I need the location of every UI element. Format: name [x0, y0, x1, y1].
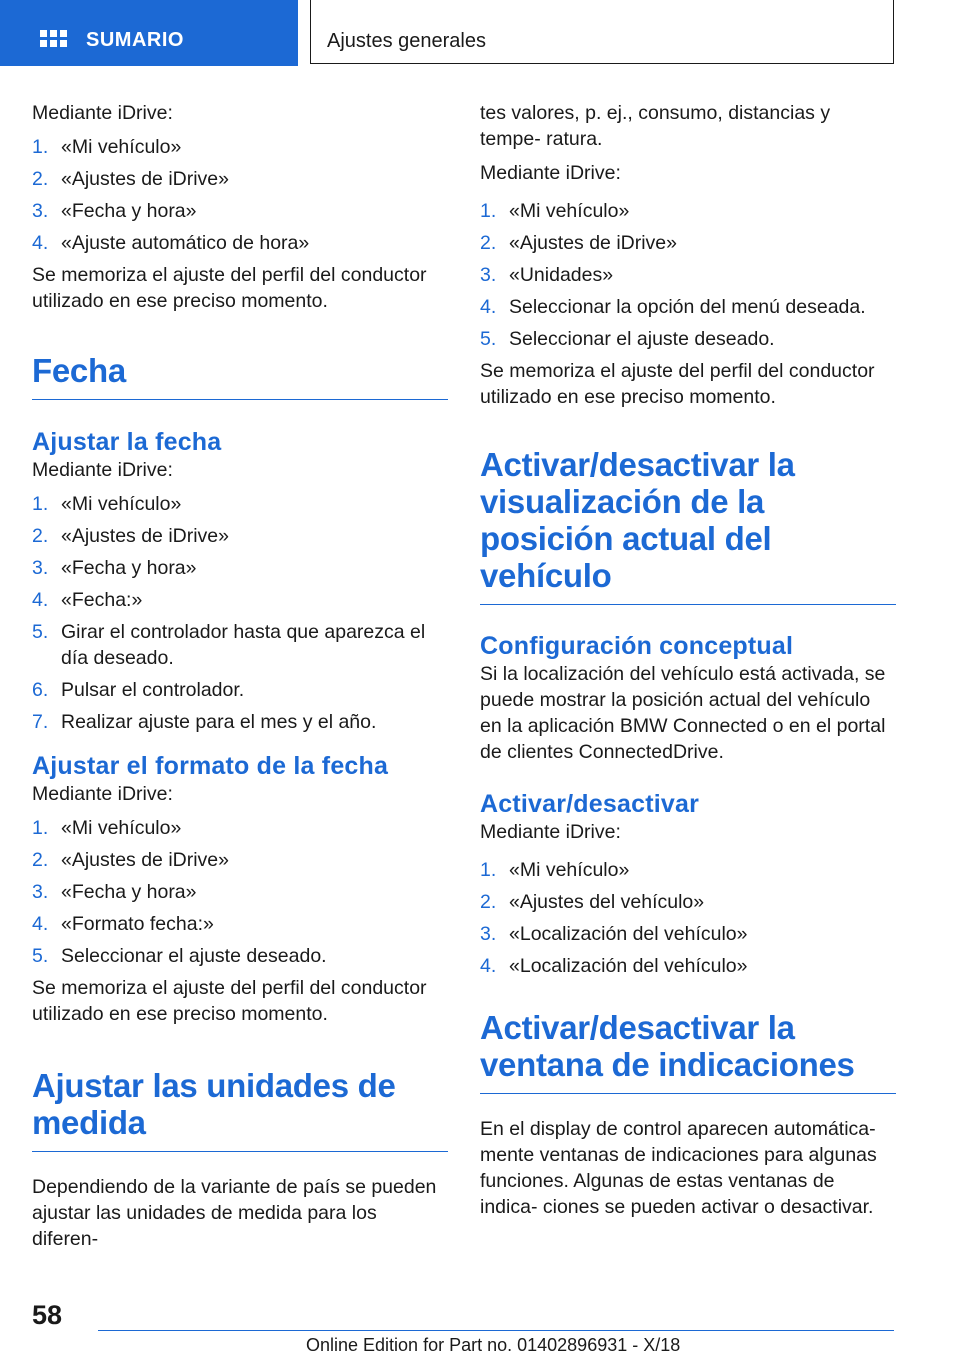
intro-text: Mediante iDrive: — [32, 783, 173, 805]
step-number: 2. — [480, 891, 497, 913]
step-item — [480, 857, 896, 883]
step-text: «Mi vehículo» — [61, 817, 182, 839]
continued-text: tes valores, p. ej., consumo, distancias y tempe‑ ratura. — [480, 102, 831, 150]
step-item — [480, 953, 896, 979]
step-number: 3. — [480, 264, 497, 286]
step-text: «Unidades» — [509, 264, 614, 286]
footer-edition: Online Edition for Part no. 01402896931 - X/18 — [306, 1335, 681, 1355]
step-item — [32, 847, 448, 873]
step-text: «Mi vehículo» — [509, 859, 630, 881]
section-title: Ajustes generales — [327, 30, 486, 52]
step-text: «Fecha y hora» — [61, 881, 197, 903]
step-number: 2. — [32, 525, 49, 547]
step-number: 1. — [32, 493, 49, 515]
step-text: Seleccionar el ajuste deseado. — [509, 328, 775, 350]
step-item — [480, 921, 896, 947]
page-header — [0, 0, 960, 66]
step-text: Pulsar el controlador. — [61, 679, 245, 701]
step-number: 4. — [32, 232, 49, 254]
config-text: Si la localización del vehículo está activada, se puede mostrar la posición actual del vehículo en la aplicación BMW Connected o en el portal de clientes ConnectedDrive. — [480, 663, 886, 763]
step-number: 1. — [32, 136, 49, 158]
step-item — [32, 491, 448, 517]
intro-text: Mediante iDrive: — [32, 459, 173, 481]
step-text: «Ajustes de iDrive» — [61, 168, 229, 190]
step-text: «Mi vehículo» — [61, 493, 182, 515]
ventana-text: En el display de control aparecen automática‑ mente ventanas de indicaciones para algunas funciones. Algunas de estas ventanas de indica‑ ciones se pueden activar o desactivar. — [480, 1118, 877, 1218]
step-number: 4. — [480, 296, 497, 318]
step-number: 4. — [32, 589, 49, 611]
steps-list — [480, 198, 896, 352]
note-text: Se memoriza el ajuste del perfil del conductor utilizado en ese preciso momento. — [32, 977, 427, 1025]
step-text: «Localización del vehículo» — [509, 923, 748, 945]
step-text: «Ajustes de iDrive» — [61, 849, 229, 871]
step-text: «Mi vehículo» — [509, 200, 630, 222]
step-item — [32, 677, 448, 703]
intro-text: Mediante iDrive: — [480, 162, 621, 184]
step-text: «Mi vehículo» — [61, 136, 182, 158]
left-column — [32, 100, 448, 1252]
step-item — [480, 294, 896, 320]
step-item — [32, 134, 448, 160]
step-number: 1. — [32, 817, 49, 839]
heading-fecha: Fecha — [32, 352, 448, 400]
step-text: «Formato fecha:» — [61, 913, 214, 935]
note-text: Se memoriza el ajuste del perfil del conductor utilizado en ese preciso momento. — [32, 264, 427, 312]
step-item — [32, 911, 448, 937]
heading-formato-fecha: Ajustar el formato de la fecha — [32, 752, 389, 780]
intro-text: Mediante iDrive: — [480, 821, 621, 843]
step-number: 2. — [480, 232, 497, 254]
step-number: 3. — [32, 557, 49, 579]
step-item — [32, 230, 448, 256]
step-text: Seleccionar la opción del menú deseada. — [509, 296, 866, 318]
step-text: Seleccionar el ajuste deseado. — [61, 945, 327, 967]
grid-icon — [40, 30, 68, 54]
step-number: 4. — [32, 913, 49, 935]
step-item — [32, 619, 448, 671]
step-item — [32, 198, 448, 224]
steps-list — [480, 857, 896, 979]
step-number: 2. — [32, 168, 49, 190]
step-number: 3. — [32, 881, 49, 903]
step-number: 6. — [32, 679, 49, 701]
intro-text: Mediante iDrive: — [32, 102, 173, 124]
heading-ajustar-fecha: Ajustar la fecha — [32, 428, 222, 456]
step-item — [32, 587, 448, 613]
heading-posicion: Activar/desactivar la visualización de la posición actual del vehículo — [480, 446, 896, 605]
step-text: «Fecha y hora» — [61, 200, 197, 222]
step-item — [480, 262, 896, 288]
page-number: 58 — [32, 1300, 63, 1330]
step-item — [32, 166, 448, 192]
sumario-label: SUMARIO — [86, 29, 184, 51]
right-column — [480, 100, 896, 1220]
step-number: 3. — [32, 200, 49, 222]
heading-unidades: Ajustar las unidades de medida — [32, 1067, 448, 1152]
note-text: Se memoriza el ajuste del perfil del conductor utilizado en ese preciso momento. — [480, 360, 875, 408]
step-text: «Fecha y hora» — [61, 557, 197, 579]
step-text: «Ajustes del vehículo» — [509, 891, 705, 913]
step-number: 7. — [32, 711, 49, 733]
step-text: «Localización del vehículo» — [509, 955, 748, 977]
step-item — [32, 815, 448, 841]
sumario-button[interactable] — [0, 0, 298, 66]
step-text: «Fecha:» — [61, 589, 143, 611]
heading-activar: Activar/desactivar — [480, 790, 700, 818]
footer-divider — [98, 1330, 894, 1331]
step-item — [32, 879, 448, 905]
step-number: 3. — [480, 923, 497, 945]
step-text: «Ajustes de iDrive» — [509, 232, 677, 254]
step-item — [480, 230, 896, 256]
step-item — [32, 555, 448, 581]
step-item — [32, 709, 448, 735]
section-tab[interactable] — [310, 0, 894, 64]
step-number: 5. — [480, 328, 497, 350]
step-item — [480, 326, 896, 352]
steps-list — [32, 134, 448, 256]
step-number: 4. — [480, 955, 497, 977]
step-text: Girar el controlador hasta que aparezca el día deseado. — [61, 621, 426, 669]
step-item — [480, 198, 896, 224]
step-number: 1. — [480, 200, 497, 222]
heading-configuracion: Configuración conceptual — [480, 632, 794, 660]
step-number: 5. — [32, 621, 49, 643]
step-text: «Ajuste automático de hora» — [61, 232, 310, 254]
steps-list — [32, 491, 448, 735]
step-item — [32, 943, 448, 969]
step-item — [32, 523, 448, 549]
heading-ventana: Activar/desactivar la ventana de indicaciones — [480, 1009, 896, 1094]
step-text: Realizar ajuste para el mes y el año. — [61, 711, 377, 733]
step-number: 1. — [480, 859, 497, 881]
step-number: 5. — [32, 945, 49, 967]
unidades-text: Dependiendo de la variante de país se pueden ajustar las unidades de medida para los diferen‑ — [32, 1176, 437, 1250]
steps-list — [32, 815, 448, 969]
step-text: «Ajustes de iDrive» — [61, 525, 229, 547]
step-item — [480, 889, 896, 915]
step-number: 2. — [32, 849, 49, 871]
